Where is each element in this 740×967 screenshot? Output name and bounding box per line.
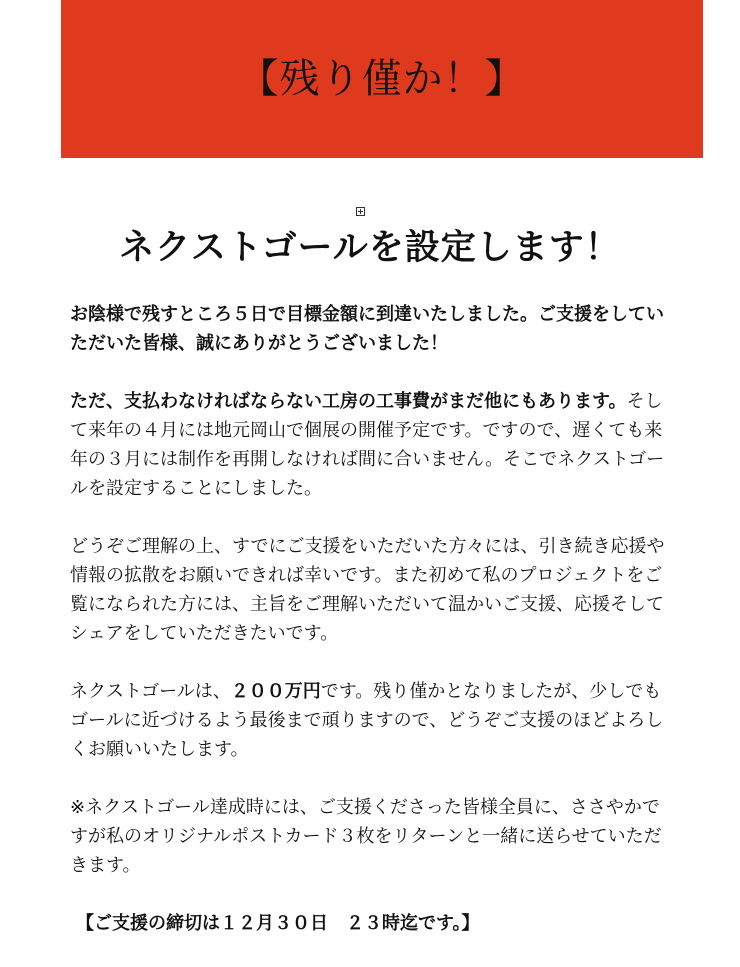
paragraph-next-goal [70,677,675,764]
paragraph-return: ※ネクストゴール達成時には、ご支援くださった皆様全員に、ささやかですが私のオリジナルポストカード３枚をリターンと一緒に送らせていただきます。 [70,797,662,876]
paragraph-thanks: お陰様で残すところ５日で目標金額に到達いたしました。ご支援をしていただいた皆様、誠にありがとうございました！ [70,304,664,354]
paragraph-costs-bold: ただ、支払わなければならない工房の工事費がまだ他にもあります。 [70,391,627,412]
next-goal-amount: ２００万円 [230,681,321,702]
next-goal-rest: です。残り僅かとなりましたが、少しでもゴールに近づけるよう最後まで頑りますので、どうぞご支援のほどよろしくお願いいたします。 [70,681,664,760]
paragraph-request: どうぞご理解の上、すでにご支援をいただいた方々には、引き続き応援や情報の拡散をお願いできれば幸いです。また初めて私のプロジェクトをご覧になられた方には、主旨をご理解いただいて温かいご支援、応援そしてシェアをしていただきたいです。 [70,536,665,644]
expand-icon[interactable] [356,207,365,216]
banner-title: 【残り僅か！】 [238,56,526,102]
paragraph-costs [70,387,675,503]
body-content [70,300,675,967]
next-goal-intro: ネクストゴールは、 [70,681,231,702]
paragraph-costs-rest: そして来年の４月には地元岡山で個展の開催予定です。ですので、遅くても来年の３月には制作を再開しなければ間に合いません。そこでネクストゴールを設定することにしました。 [70,391,665,499]
deadline-notice: 【ご支援の締切は１２月３０日 ２３時迄です。】 [76,913,480,934]
page-heading: ネクストゴールを設定します！ [119,228,621,268]
banner [61,0,703,158]
